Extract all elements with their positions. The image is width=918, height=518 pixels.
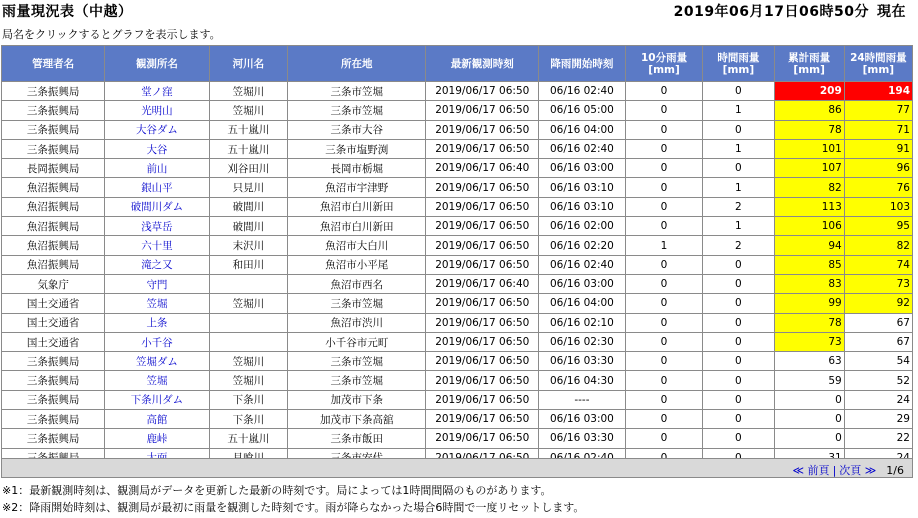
cell-cumulative: 94	[774, 236, 844, 255]
cell-admin: 魚沼振興局	[2, 236, 105, 255]
cell-admin: 魚沼振興局	[2, 217, 105, 236]
cell-rain-start: 06/16 02:40	[539, 82, 626, 101]
cell-hourly: 1	[703, 217, 774, 236]
cell-river: 刈谷田川	[209, 159, 287, 178]
cell-latest-time: 2019/06/17 06:50	[426, 197, 539, 216]
cell-hourly: 0	[703, 332, 774, 351]
station-link[interactable]: 笠堀	[146, 375, 168, 388]
cell-location: 魚沼市宇津野	[288, 178, 426, 197]
cell-river: 笠堀川	[209, 352, 287, 371]
cell-hourly: 0	[703, 159, 774, 178]
page-title: 雨量現況表（中越）	[2, 4, 133, 20]
cell-24h: 92	[844, 294, 912, 313]
cell-admin: 三条振興局	[2, 429, 105, 448]
pager	[793, 462, 904, 478]
cell-10min: 0	[625, 178, 702, 197]
cell-24h: 96	[844, 159, 912, 178]
cell-river: 五十嵐川	[209, 429, 287, 448]
table-row	[2, 236, 913, 255]
station-link[interactable]: 守門	[146, 278, 168, 291]
cell-station	[105, 120, 209, 139]
station-link[interactable]: 銀山平	[141, 182, 173, 195]
cell-station	[105, 371, 209, 390]
cell-location: 長岡市栃堀	[288, 159, 426, 178]
cell-latest-time: 2019/06/17 06:50	[426, 120, 539, 139]
station-link[interactable]: 鹿峠	[146, 432, 168, 445]
cell-location: 魚沼市西名	[288, 274, 426, 293]
cell-admin: 魚沼振興局	[2, 178, 105, 197]
cell-latest-time: 2019/06/17 06:50	[426, 217, 539, 236]
cell-10min: 0	[625, 313, 702, 332]
cell-station	[105, 390, 209, 409]
cell-10min: 0	[625, 429, 702, 448]
cell-10min: 0	[625, 101, 702, 120]
cell-hourly: 0	[703, 255, 774, 274]
cell-rain-start: 06/16 02:40	[539, 255, 626, 274]
cell-cumulative: 78	[774, 120, 844, 139]
cell-rain-start: 06/16 02:10	[539, 313, 626, 332]
cell-location: 加茂市下条高舘	[288, 410, 426, 429]
cell-rain-start: 06/16 02:40	[539, 139, 626, 158]
cell-station	[105, 159, 209, 178]
station-link[interactable]: 笠堀	[146, 297, 168, 310]
cell-24h: 95	[844, 217, 912, 236]
cell-cumulative: 107	[774, 159, 844, 178]
cell-cumulative: 82	[774, 178, 844, 197]
cell-10min: 1	[625, 236, 702, 255]
cell-10min: 0	[625, 159, 702, 178]
cell-rain-start: 06/16 03:00	[539, 410, 626, 429]
cell-hourly: 0	[703, 313, 774, 332]
cell-location: 三条市笠堀	[288, 371, 426, 390]
cell-cumulative: 73	[774, 332, 844, 351]
cell-24h: 194	[844, 82, 912, 101]
cell-station	[105, 274, 209, 293]
cell-latest-time: 2019/06/17 06:50	[426, 410, 539, 429]
cell-location: 三条市笠堀	[288, 352, 426, 371]
cell-river: 和田川	[209, 255, 287, 274]
cell-cumulative: 101	[774, 139, 844, 158]
table-row	[2, 390, 913, 409]
cell-rain-start: 06/16 03:00	[539, 274, 626, 293]
cell-24h: 71	[844, 120, 912, 139]
pager-separator: |	[832, 464, 837, 477]
col-header-cumulative: 累計雨量 [mm]	[774, 46, 844, 82]
cell-station	[105, 197, 209, 216]
table-row	[2, 429, 913, 448]
cell-latest-time: 2019/06/17 06:50	[426, 313, 539, 332]
cell-cumulative: 78	[774, 313, 844, 332]
cell-station	[105, 429, 209, 448]
cell-24h: 103	[844, 197, 912, 216]
cell-10min: 0	[625, 371, 702, 390]
cell-10min: 0	[625, 410, 702, 429]
footnote-2: ※2：降雨開始時刻は、観測局が最初に雨量を観測した時刻です。雨が降らなかった場合6時間で一度リセットします。	[2, 501, 585, 514]
cell-rain-start: 06/16 05:00	[539, 101, 626, 120]
cell-24h: 67	[844, 332, 912, 351]
cell-hourly: 0	[703, 294, 774, 313]
cell-10min: 0	[625, 274, 702, 293]
cell-hourly: 1	[703, 101, 774, 120]
cell-10min: 0	[625, 82, 702, 101]
table-row	[2, 197, 913, 216]
cell-24h: 77	[844, 101, 912, 120]
cell-latest-time: 2019/06/17 06:50	[426, 178, 539, 197]
cell-admin: 国土交通省	[2, 332, 105, 351]
cell-location: 三条市笠堀	[288, 82, 426, 101]
cell-rain-start: 06/16 02:30	[539, 332, 626, 351]
current-datetime	[674, 1, 906, 21]
cell-cumulative: 83	[774, 274, 844, 293]
cell-river: 只見川	[209, 178, 287, 197]
col-header-latest-time: 最新観測時刻	[426, 46, 539, 82]
station-link[interactable]: 高館	[146, 413, 168, 426]
cell-river: 破間川	[209, 217, 287, 236]
click-hint: 局名をクリックするとグラフを表示します。	[2, 28, 221, 41]
station-link[interactable]: 大谷	[146, 143, 168, 156]
cell-admin: 国土交通省	[2, 294, 105, 313]
cell-hourly: 0	[703, 429, 774, 448]
cell-rain-start: ----	[539, 390, 626, 409]
cell-river: 下条川	[209, 390, 287, 409]
cell-hourly: 1	[703, 139, 774, 158]
cell-cumulative: 85	[774, 255, 844, 274]
table-row	[2, 178, 913, 197]
now-label: 現在	[877, 4, 906, 20]
cell-latest-time: 2019/06/17 06:50	[426, 82, 539, 101]
cell-location: 小千谷市元町	[288, 332, 426, 351]
cell-hourly: 0	[703, 352, 774, 371]
table-row	[2, 139, 913, 158]
cell-rain-start: 06/16 03:00	[539, 159, 626, 178]
station-link[interactable]: 破間川ダム	[130, 201, 184, 214]
cell-admin: 三条振興局	[2, 352, 105, 371]
station-link[interactable]: 光明山	[141, 104, 173, 117]
cell-24h: 54	[844, 352, 912, 371]
cell-admin: 国土交通省	[2, 313, 105, 332]
cell-10min: 0	[625, 139, 702, 158]
cell-24h: 22	[844, 429, 912, 448]
cell-hourly: 0	[703, 410, 774, 429]
cell-admin: 魚沼振興局	[2, 197, 105, 216]
cell-river: 笠堀川	[209, 101, 287, 120]
cell-cumulative: 0	[774, 429, 844, 448]
cell-cumulative: 0	[774, 410, 844, 429]
cell-rain-start: 06/16 02:00	[539, 217, 626, 236]
footnote-1: ※1：最新観測時刻は、観測局がデータを更新した最新の時刻です。局によっては1時間間隔のものがあります。	[2, 484, 552, 497]
cell-river: 末沢川	[209, 236, 287, 255]
cell-latest-time: 2019/06/17 06:50	[426, 352, 539, 371]
cell-10min: 0	[625, 294, 702, 313]
cell-station	[105, 410, 209, 429]
cell-latest-time: 2019/06/17 06:50	[426, 255, 539, 274]
cell-river: 笠堀川	[209, 371, 287, 390]
cell-station	[105, 101, 209, 120]
table-row	[2, 274, 913, 293]
cell-location: 魚沼市白川新田	[288, 217, 426, 236]
cell-rain-start: 06/16 04:00	[539, 294, 626, 313]
cell-latest-time: 2019/06/17 06:50	[426, 332, 539, 351]
cell-station	[105, 178, 209, 197]
cell-hourly: 0	[703, 82, 774, 101]
col-header-hourly: 時間雨量 [mm]	[703, 46, 774, 82]
cell-river: 五十嵐川	[209, 120, 287, 139]
table-row	[2, 294, 913, 313]
cell-admin: 長岡振興局	[2, 159, 105, 178]
datetime-value: 2019年06月17日06時50分	[673, 4, 869, 20]
cell-latest-time: 2019/06/17 06:40	[426, 274, 539, 293]
cell-cumulative: 86	[774, 101, 844, 120]
cell-hourly: 0	[703, 274, 774, 293]
cell-24h: 24	[844, 390, 912, 409]
cell-station	[105, 82, 209, 101]
cell-admin: 三条振興局	[2, 390, 105, 409]
cell-location: 加茂市下条	[288, 390, 426, 409]
table-row	[2, 352, 913, 371]
cell-hourly: 2	[703, 236, 774, 255]
cell-hourly: 0	[703, 390, 774, 409]
cell-latest-time: 2019/06/17 06:50	[426, 236, 539, 255]
cell-station	[105, 236, 209, 255]
cell-station	[105, 294, 209, 313]
cell-station	[105, 332, 209, 351]
cell-cumulative: 59	[774, 371, 844, 390]
col-header-10min: 10分雨量 [mm]	[625, 46, 702, 82]
table-row	[2, 410, 913, 429]
cell-river: 破間川	[209, 197, 287, 216]
rainfall-table	[1, 45, 913, 468]
cell-location: 魚沼市小平尾	[288, 255, 426, 274]
cell-24h: 91	[844, 139, 912, 158]
col-header-admin: 管理者名	[2, 46, 105, 82]
cell-10min: 0	[625, 255, 702, 274]
cell-station	[105, 313, 209, 332]
table-row	[2, 82, 913, 101]
cell-10min: 0	[625, 217, 702, 236]
table-row	[2, 313, 913, 332]
cell-admin: 三条振興局	[2, 101, 105, 120]
cell-hourly: 0	[703, 371, 774, 390]
station-link[interactable]: 浅草岳	[141, 220, 173, 233]
pager-bar	[1, 458, 913, 478]
cell-latest-time: 2019/06/17 06:50	[426, 429, 539, 448]
col-header-river: 河川名	[209, 46, 287, 82]
cell-10min: 0	[625, 120, 702, 139]
cell-location: 三条市笠堀	[288, 294, 426, 313]
cell-rain-start: 06/16 04:30	[539, 371, 626, 390]
cell-station	[105, 217, 209, 236]
cell-cumulative: 99	[774, 294, 844, 313]
cell-10min: 0	[625, 197, 702, 216]
cell-station	[105, 139, 209, 158]
station-link[interactable]: 堂ノ窪	[141, 85, 173, 98]
cell-24h: 73	[844, 274, 912, 293]
cell-location: 三条市大谷	[288, 120, 426, 139]
cell-10min: 0	[625, 332, 702, 351]
cell-rain-start: 06/16 02:20	[539, 236, 626, 255]
station-link[interactable]: 小千谷	[141, 336, 173, 349]
cell-latest-time: 2019/06/17 06:50	[426, 371, 539, 390]
cell-admin: 魚沼振興局	[2, 255, 105, 274]
station-link[interactable]: 前山	[146, 162, 168, 175]
station-link[interactable]: 笠堀ダム	[135, 355, 178, 368]
cell-location: 三条市笠堀	[288, 101, 426, 120]
table-body	[2, 82, 913, 468]
cell-24h: 82	[844, 236, 912, 255]
cell-river: 笠堀川	[209, 82, 287, 101]
cell-cumulative: 0	[774, 390, 844, 409]
cell-river	[209, 274, 287, 293]
cell-cumulative: 209	[774, 82, 844, 101]
cell-latest-time: 2019/06/17 06:50	[426, 101, 539, 120]
cell-rain-start: 06/16 04:00	[539, 120, 626, 139]
col-header-rain-start: 降雨開始時刻	[539, 46, 626, 82]
cell-rain-start: 06/16 03:30	[539, 429, 626, 448]
page-number: 1/6	[886, 464, 904, 477]
station-link[interactable]: 滝之又	[141, 259, 173, 272]
cell-river: 笠堀川	[209, 294, 287, 313]
cell-admin: 三条振興局	[2, 120, 105, 139]
cell-latest-time: 2019/06/17 06:40	[426, 159, 539, 178]
cell-24h: 76	[844, 178, 912, 197]
cell-cumulative: 113	[774, 197, 844, 216]
station-link[interactable]: 大谷ダム	[135, 124, 178, 137]
cell-location: 三条市塩野渕	[288, 139, 426, 158]
table-row	[2, 101, 913, 120]
cell-hourly: 1	[703, 178, 774, 197]
cell-24h: 52	[844, 371, 912, 390]
cell-station	[105, 352, 209, 371]
station-link[interactable]: 下条川ダム	[130, 394, 184, 407]
cell-rain-start: 06/16 03:10	[539, 197, 626, 216]
cell-location: 魚沼市大白川	[288, 236, 426, 255]
cell-latest-time: 2019/06/17 06:50	[426, 294, 539, 313]
col-header-24h: 24時間雨量 [mm]	[844, 46, 912, 82]
cell-river	[209, 313, 287, 332]
table-row	[2, 371, 913, 390]
cell-24h: 74	[844, 255, 912, 274]
table-row	[2, 332, 913, 351]
cell-latest-time: 2019/06/17 06:50	[426, 139, 539, 158]
cell-location: 三条市飯田	[288, 429, 426, 448]
station-link[interactable]: 六十里	[141, 240, 173, 253]
prev-page-link[interactable]: ≪ 前頁	[792, 464, 830, 477]
table-row	[2, 159, 913, 178]
cell-rain-start: 06/16 03:10	[539, 178, 626, 197]
cell-location: 魚沼市白川新田	[288, 197, 426, 216]
cell-admin: 三条振興局	[2, 82, 105, 101]
col-header-location: 所在地	[288, 46, 426, 82]
cell-admin: 三条振興局	[2, 139, 105, 158]
cell-admin: 三条振興局	[2, 371, 105, 390]
table-header-row	[2, 46, 913, 82]
cell-station	[105, 255, 209, 274]
cell-river: 下条川	[209, 410, 287, 429]
cell-admin: 三条振興局	[2, 410, 105, 429]
cell-10min: 0	[625, 390, 702, 409]
table-row	[2, 255, 913, 274]
cell-24h: 67	[844, 313, 912, 332]
cell-hourly: 2	[703, 197, 774, 216]
cell-admin: 気象庁	[2, 274, 105, 293]
col-header-station: 観測所名	[105, 46, 209, 82]
cell-location: 魚沼市渋川	[288, 313, 426, 332]
cell-latest-time: 2019/06/17 06:50	[426, 390, 539, 409]
cell-rain-start: 06/16 03:30	[539, 352, 626, 371]
cell-10min: 0	[625, 352, 702, 371]
cell-hourly: 0	[703, 120, 774, 139]
cell-24h: 29	[844, 410, 912, 429]
table-row	[2, 217, 913, 236]
next-page-link[interactable]: 次頁 ≫	[839, 464, 877, 477]
cell-river	[209, 332, 287, 351]
table-row	[2, 120, 913, 139]
station-link[interactable]: 上条	[146, 317, 168, 330]
cell-cumulative: 106	[774, 217, 844, 236]
cell-river: 五十嵐川	[209, 139, 287, 158]
cell-cumulative: 63	[774, 352, 844, 371]
